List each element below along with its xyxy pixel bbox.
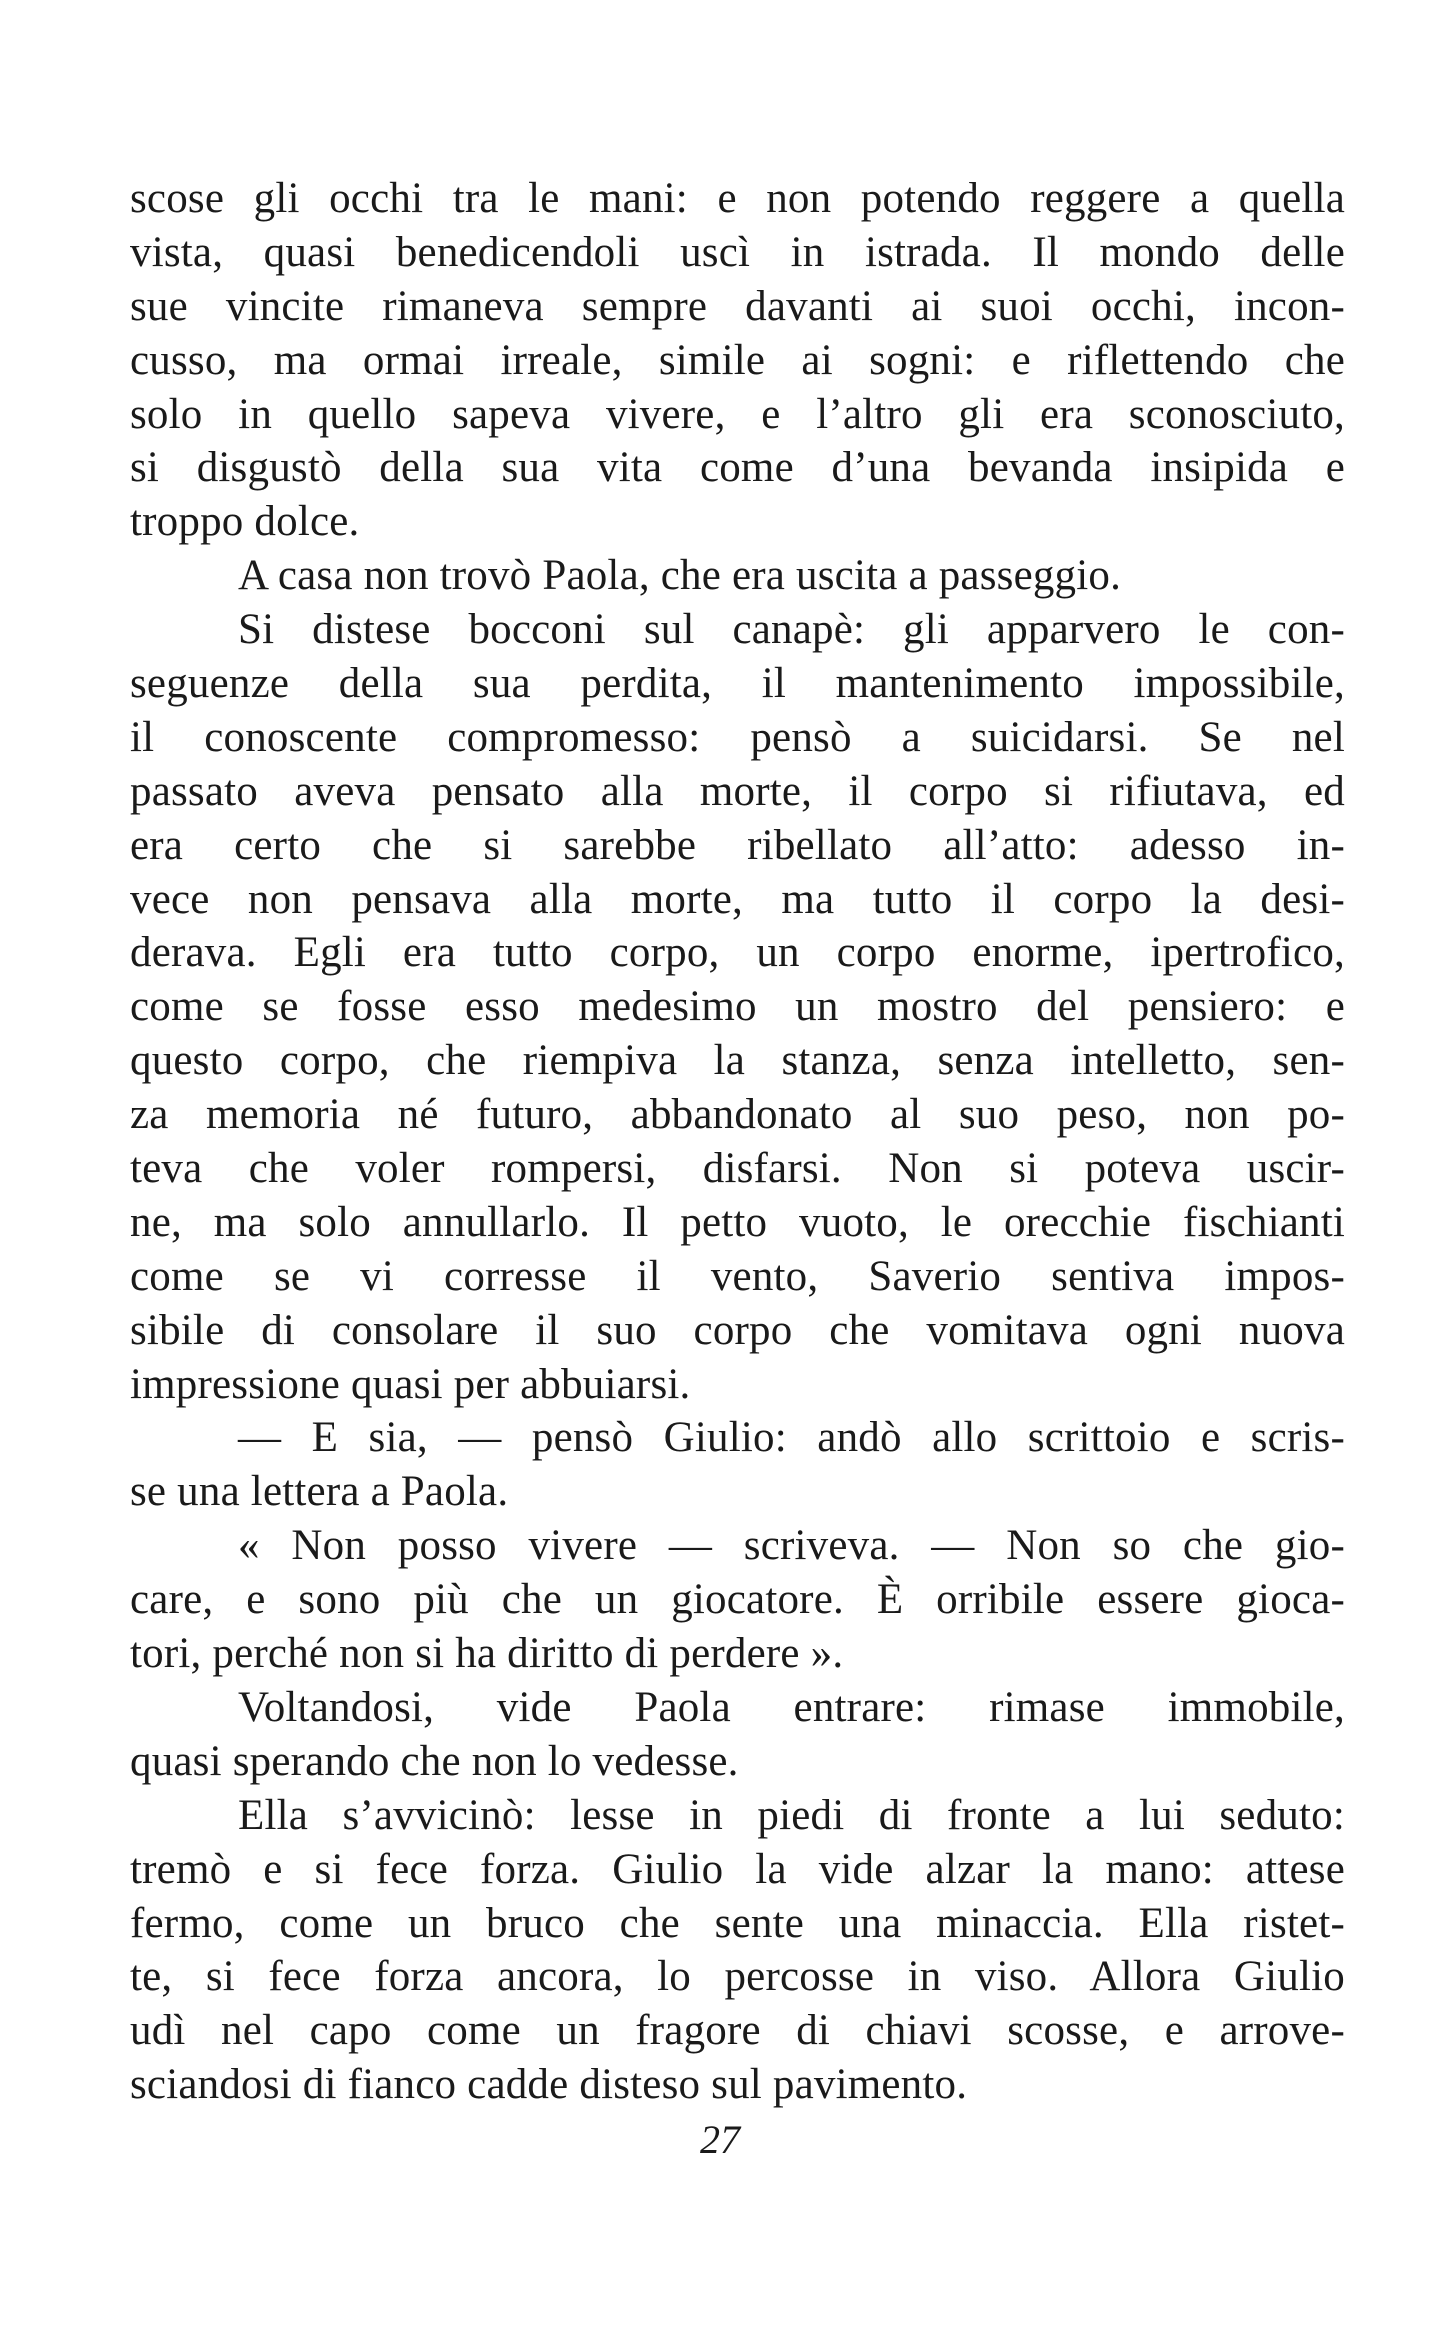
text-line: vece non pensava alla morte, ma tutto il corpo la desi- xyxy=(130,875,1345,923)
text-line: care, e sono più che un giocatore. È orribile essere gioca- xyxy=(130,1576,1345,1624)
text-line: udì nel capo come un fragore di chiavi scosse, e arrove- xyxy=(130,2007,1345,2055)
text-line: come se fosse esso medesimo un mostro del pensiero: e xyxy=(130,983,1345,1031)
text-line: sue vincite rimaneva sempre davanti ai suoi occhi, incon- xyxy=(130,282,1345,330)
text-line: passato aveva pensato alla morte, il corpo si rifiutava, ed xyxy=(130,767,1345,815)
text-line: questo corpo, che riempiva la stanza, senza intelletto, sen- xyxy=(130,1037,1345,1085)
text-line: cusso, ma ormai irreale, simile ai sogni: e riflettendo che xyxy=(130,336,1345,384)
text-line: seguenze della sua perdita, il mantenimento impossibile, xyxy=(130,660,1345,708)
text-line: — E sia, — pensò Giulio: andò allo scrittoio e scris- xyxy=(238,1414,1345,1462)
text-line: teva che voler rompersi, disfarsi. Non si poteva uscir- xyxy=(130,1145,1345,1193)
text-line: ne, ma solo annullarlo. Il petto vuoto, le orecchie fischianti xyxy=(130,1198,1345,1246)
text-line: derava. Egli era tutto corpo, un corpo enorme, ipertrofico, xyxy=(130,929,1345,977)
text-line: troppo dolce. xyxy=(130,498,360,546)
text-line: vista, quasi benedicendoli uscì in istrada. Il mondo delle xyxy=(130,228,1345,276)
body-text xyxy=(130,172,1345,2112)
text-line: tremò e si fece forza. Giulio la vide alzar la mano: attese xyxy=(130,1845,1345,1893)
text-line: Ella s’avvicinò: lesse in piedi di fronte a lui seduto: xyxy=(238,1791,1345,1839)
text-line: se una lettera a Paola. xyxy=(130,1468,509,1516)
text-line: il conoscente compromesso: pensò a suicidarsi. Se nel xyxy=(130,713,1345,761)
text-line: Voltandosi, vide Paola entrare: rimase immobile, xyxy=(238,1683,1345,1731)
text-line: tori, perché non si ha diritto di perdere ». xyxy=(130,1630,844,1678)
text-line: si disgustò della sua vita come d’una bevanda insipida e xyxy=(130,444,1345,492)
text-line: fermo, come un bruco che sente una minaccia. Ella ristet- xyxy=(130,1899,1345,1947)
text-line: quasi sperando che non lo vedesse. xyxy=(130,1737,739,1785)
page-number: 27 xyxy=(700,2117,740,2162)
text-line: solo in quello sapeva vivere, e l’altro gli era sconosciuto, xyxy=(130,390,1345,438)
text-line: te, si fece forza ancora, lo percosse in viso. Allora Giulio xyxy=(130,1953,1345,2001)
text-line: za memoria né futuro, abbandonato al suo peso, non po- xyxy=(130,1091,1345,1139)
text-line: sciandosi di fianco cadde disteso sul pavimento. xyxy=(130,2061,968,2109)
text-line: A casa non trovò Paola, che era uscita a passeggio. xyxy=(238,552,1122,600)
text-line: come se vi corresse il vento, Saverio sentiva impos- xyxy=(130,1252,1345,1300)
text-line: Si distese bocconi sul canapè: gli apparvero le con- xyxy=(238,606,1345,654)
text-line: era certo che si sarebbe ribellato all’atto: adesso in- xyxy=(130,821,1345,869)
text-line: sibile di consolare il suo corpo che vomitava ogni nuova xyxy=(130,1306,1345,1354)
text-line: « Non posso vivere — scriveva. — Non so che gio- xyxy=(238,1522,1345,1570)
text-line: impressione quasi per abbuiarsi. xyxy=(130,1360,691,1408)
text-line: scose gli occhi tra le mani: e non potendo reggere a quella xyxy=(130,175,1345,222)
